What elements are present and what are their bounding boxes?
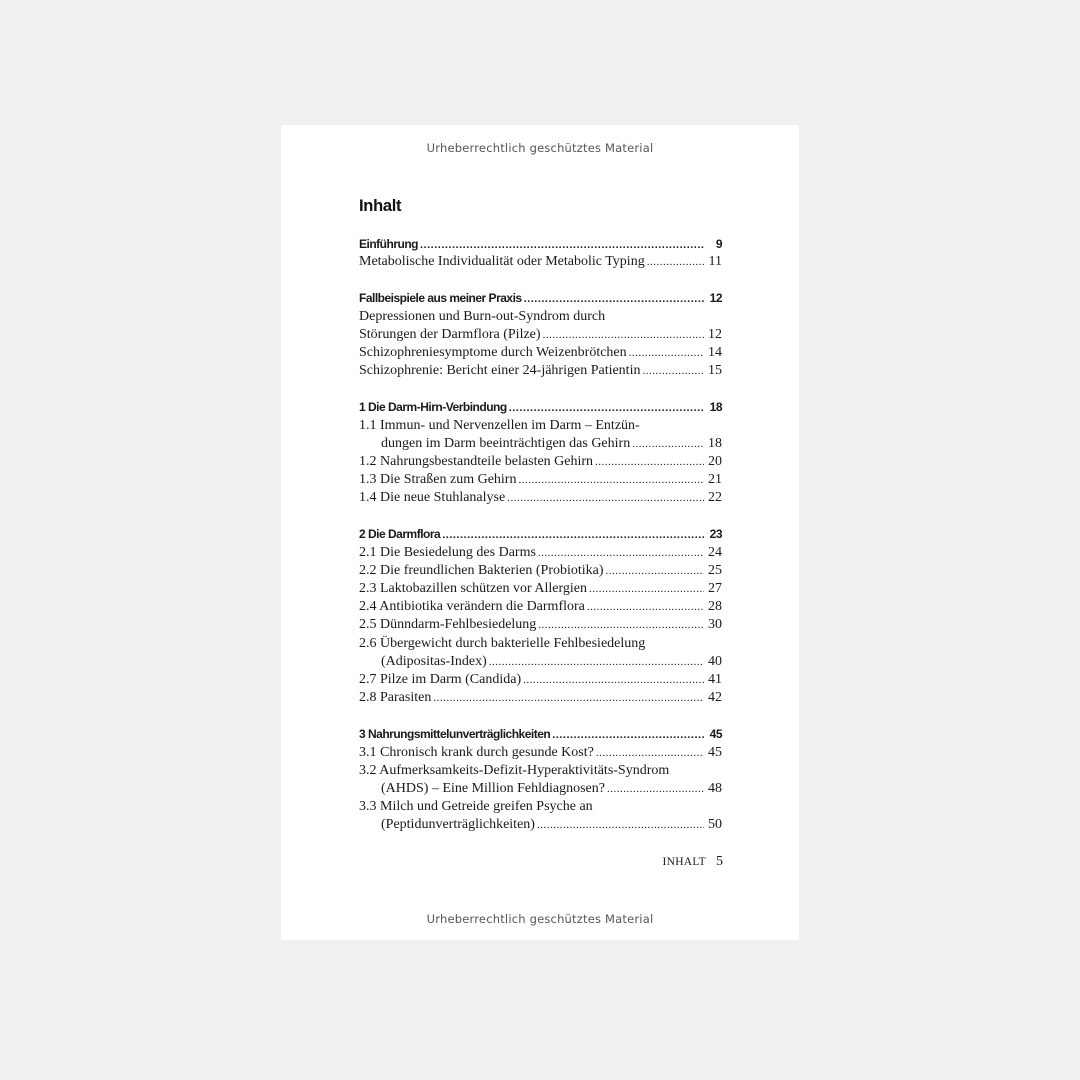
dot-leader	[489, 653, 704, 671]
toc-entry	[359, 435, 722, 453]
toc-chapter	[359, 398, 722, 416]
toc-gap	[359, 507, 722, 525]
dot-leader	[543, 326, 704, 344]
toc-page-number: 15	[708, 363, 722, 379]
toc-entry-title: 3 Nahrungsmittelunverträglichkeiten	[359, 727, 551, 742]
toc-entry	[359, 562, 722, 580]
toc-page-number: 25	[708, 562, 722, 578]
toc-page-number: 14	[708, 344, 722, 360]
dot-leader	[538, 544, 704, 562]
toc-gap	[359, 271, 722, 289]
toc-entry-title: 2.4 Antibiotika verändern die Darmflora	[359, 599, 585, 615]
toc-entry	[359, 780, 722, 798]
toc-entry	[359, 653, 722, 671]
toc-entry-title: (Peptidunverträglichkeiten)	[381, 817, 535, 833]
toc-entry	[359, 598, 722, 616]
toc-entry-title: Schizophrenie: Bericht einer 24-jährigen Patientin	[359, 363, 641, 379]
toc-page-number: 12	[708, 326, 722, 342]
toc-entry-title: 1.2 Nahrungsbestandteile belasten Gehirn	[359, 453, 594, 469]
toc-entry	[359, 635, 722, 653]
dot-leader	[509, 399, 704, 417]
toc-page-number: 21	[708, 472, 722, 488]
toc-entry-title: 2.1 Die Besiedelung des Darms	[359, 544, 536, 560]
toc-page-number: 20	[708, 453, 722, 469]
dot-leader	[538, 616, 704, 634]
toc-entry-title: 2.7 Pilze im Darm (Candida)	[359, 671, 522, 687]
toc-chapter	[359, 725, 722, 743]
toc-entry-title: 1.1 Immun- und Nervenzellen im Darm – Entzün-	[359, 417, 640, 433]
dot-leader	[587, 598, 704, 616]
toc-entry-title: 3.3 Milch und Getreide greifen Psyche an	[359, 799, 593, 815]
toc-page-number: 40	[708, 653, 722, 669]
toc-entry	[359, 362, 722, 380]
toc-chapter	[359, 289, 722, 307]
toc-entry-title: 2 Die Darmflora	[359, 527, 441, 542]
toc-page-number: 41	[708, 671, 722, 687]
toc-entry	[359, 798, 722, 816]
toc-page-number: 18	[708, 435, 722, 451]
toc-entry	[359, 489, 722, 507]
toc-page-number: 23	[709, 527, 722, 542]
toc-entry-title: 2.6 Übergewicht durch bakterielle Fehlbesiedelung	[359, 635, 646, 651]
page-title: Inhalt	[359, 197, 402, 215]
toc-entry-title: Einführung	[359, 237, 418, 251]
toc-page-number: 9	[715, 237, 722, 251]
toc-entry-title: 2.2 Die freundlichen Bakterien (Probiotika)	[359, 562, 604, 578]
toc-entry	[359, 816, 722, 834]
toc-entry	[359, 580, 722, 598]
toc-entry	[359, 453, 722, 471]
toc-page-number: 28	[708, 599, 722, 615]
toc-entry	[359, 689, 722, 707]
toc-page-number: 18	[709, 400, 722, 415]
table-of-contents	[359, 235, 722, 834]
toc-entry-title: 3.2 Aufmerksamkeits-Defizit-Hyperaktivitäts-Syndrom	[359, 762, 670, 778]
toc-entry	[359, 744, 722, 762]
toc-entry-title: 2.3 Laktobazillen schützen vor Allergien	[359, 581, 587, 596]
toc-page-number: 27	[708, 581, 722, 596]
toc-page-number: 11	[708, 254, 722, 270]
dot-leader	[523, 671, 704, 689]
toc-entry	[359, 471, 722, 489]
dot-leader	[524, 290, 704, 308]
toc-entry-title: (Adipositas-Index)	[381, 653, 487, 669]
page-footer	[657, 854, 723, 870]
toc-entry	[359, 308, 722, 326]
toc-page-number: 24	[708, 544, 722, 560]
toc-entry-title: Schizophreniesymptome durch Weizenbrötchen	[359, 344, 627, 360]
toc-page-number: 12	[709, 291, 722, 306]
toc-entry	[359, 344, 722, 362]
toc-entry	[359, 326, 722, 344]
toc-entry-title: 1.4 Die neue Stuhlanalyse	[359, 490, 506, 506]
toc-entry-title: Fallbeispiele aus meiner Praxis	[359, 291, 522, 306]
toc-entry	[359, 616, 722, 634]
toc-page-number: 45	[709, 727, 722, 742]
dot-leader	[589, 580, 704, 598]
toc-entry-title: 2.8 Parasiten	[359, 690, 432, 706]
toc-entry	[359, 253, 722, 271]
toc-page-number: 48	[708, 780, 722, 796]
toc-gap	[359, 380, 722, 398]
toc-chapter	[359, 235, 722, 253]
toc-entry-title: (AHDS) – Eine Million Fehldiagnosen?	[381, 780, 605, 796]
dot-leader	[442, 526, 704, 544]
toc-entry-title: 1 Die Darm-Hirn-Verbindung	[359, 400, 507, 415]
dot-leader	[420, 236, 704, 254]
toc-page-number: 45	[708, 744, 722, 760]
page-number: 5	[716, 854, 723, 869]
toc-chapter	[359, 525, 722, 543]
running-head: INHALT	[662, 856, 706, 868]
toc-entry-title: 3.1 Chronisch krank durch gesunde Kost?	[359, 744, 594, 760]
toc-entry-title: Störungen der Darmflora (Pilze)	[359, 326, 541, 342]
dot-leader	[642, 362, 704, 380]
dot-leader	[629, 344, 704, 362]
toc-entry-title: Metabolische Individualität oder Metabolic Typing	[359, 254, 645, 270]
dot-leader	[507, 489, 704, 507]
toc-entry	[359, 417, 722, 435]
dot-leader	[607, 780, 704, 798]
watermark-top: Urheberrechtlich geschütztes Material	[426, 141, 654, 155]
book-page	[281, 125, 799, 940]
toc-page-number: 42	[708, 690, 722, 706]
watermark-bottom: Urheberrechtlich geschütztes Material	[426, 912, 654, 926]
dot-leader	[596, 744, 704, 762]
toc-page-number: 30	[708, 617, 722, 633]
toc-page-number: 22	[708, 490, 722, 506]
dot-leader	[537, 816, 704, 834]
dot-leader	[647, 253, 704, 271]
toc-entry-title: Depressionen und Burn-out-Syndrom durch	[359, 308, 606, 324]
toc-page-number: 50	[708, 817, 722, 833]
toc-entry-title: 1.3 Die Straßen zum Gehirn	[359, 472, 517, 488]
toc-entry	[359, 544, 722, 562]
dot-leader	[552, 726, 704, 744]
dot-leader	[632, 435, 704, 453]
dot-leader	[606, 562, 704, 580]
dot-leader	[595, 453, 704, 471]
dot-leader	[433, 689, 704, 707]
dot-leader	[518, 471, 704, 489]
toc-gap	[359, 707, 722, 725]
toc-entry	[359, 762, 722, 780]
toc-entry	[359, 671, 722, 689]
toc-entry-title: 2.5 Dünndarm-Fehlbesiedelung	[359, 617, 537, 633]
toc-entry-title: dungen im Darm beeinträchtigen das Gehirn	[381, 435, 631, 451]
